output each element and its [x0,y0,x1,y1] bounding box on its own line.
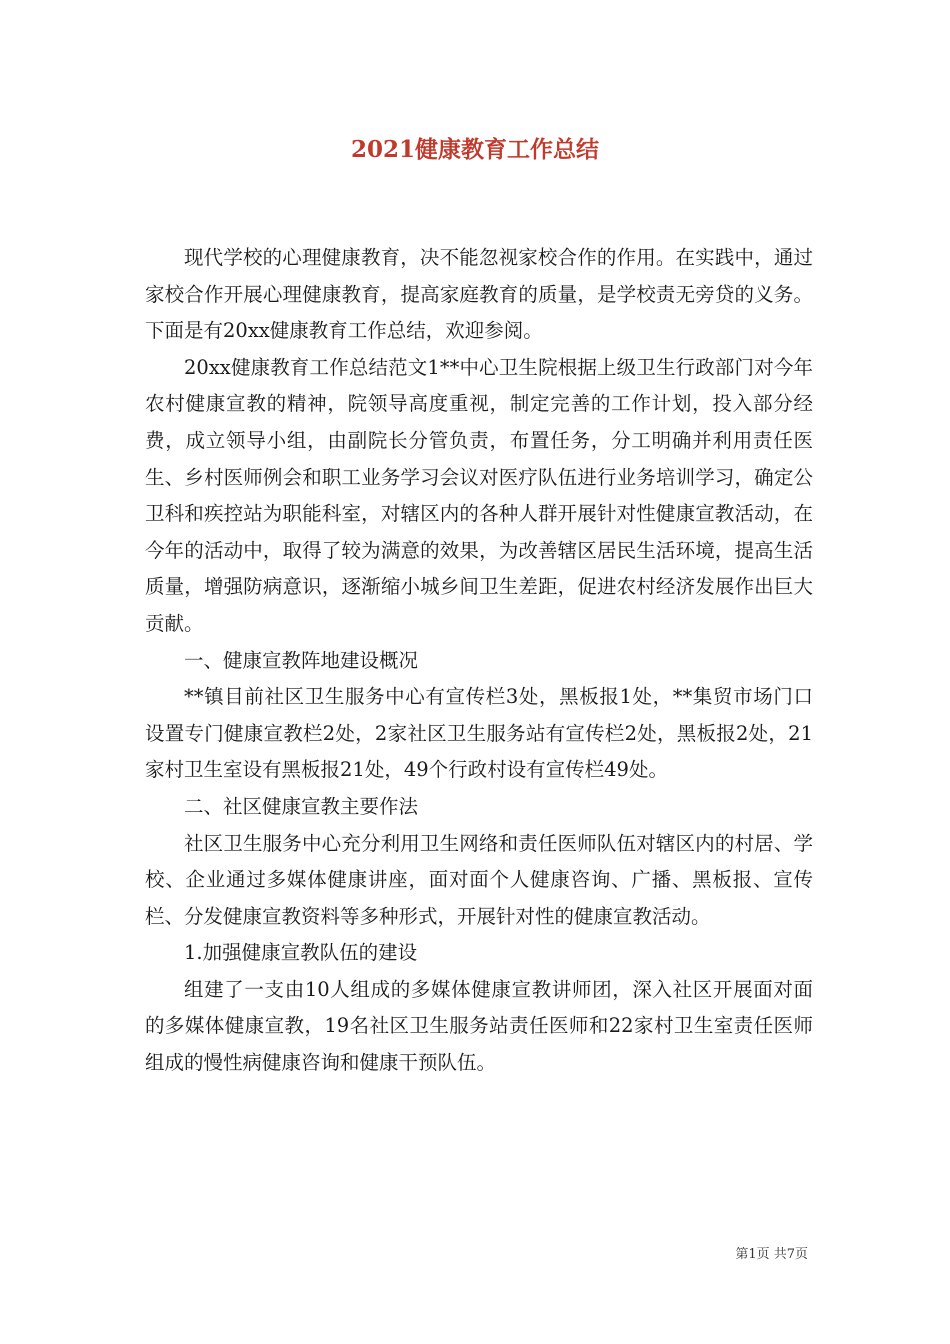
heading-section-1: 一、健康宣教阵地建设概况 [184,648,419,672]
paragraph-intro: 现代学校的心理健康教育，决不能忽视家校合作的作用。在实践中，通过家校合作开展心理健康教育，提高家庭教育的质量，是学校责无旁贷的义务。下面是有20xx健康教育工作总结，欢迎参阅。 [145,246,813,343]
heading-section-2: 二、社区健康宣教主要作法 [184,794,419,818]
document-title: 2021健康教育工作总结 [350,136,599,163]
document-body [145,240,813,1082]
paragraph-section-2: 社区卫生服务中心充分利用卫生网络和责任医师队伍对辖区内的村居、学校、企业通过多媒体健康讲座，面对面个人健康咨询、广播、黑板报、宣传栏、分发健康宣教资料等多种形式，开展针对性的健康宣教活动。 [145,831,813,928]
paragraph-summary: 20xx健康教育工作总结范文1**中心卫生院根据上级卫生行政部门对今年农村健康宣教的精神，院领导高度重视，制定完善的工作计划，投入部分经费，成立领导小组，由副院长分管负责，布置任务，分工明确并利用责任医生、乡村医师例会和职工业务学习会议对医疗队伍进行业务培训学习，确定公卫科和疾控站为职能科室，对辖区内的各种人群开展针对性健康宣教活动，在今年的活动中，取得了较为满意的效果，为改善辖区居民生活环境，提高生活质量，增强防病意识，逐渐缩小城乡间卫生差距，促进农村经济发展作出巨大贡献。 [145,355,813,635]
paragraph-section-1: **镇目前社区卫生服务中心有宣传栏3处，黑板报1处，**集贸市场门口设置专门健康宣教栏2处，2家社区卫生服务站有宣传栏2处，黑板报2处，21家村卫生室设有黑板报21处，49个行政村设有宣传栏49处。 [145,685,813,782]
paragraph-subsection-1: 组建了一支由10人组成的多媒体健康宣教讲师团，深入社区开展面对面的多媒体健康宣教，19名社区卫生服务站责任医师和22家村卫生室责任医师组成的慢性病健康咨询和健康干预队伍。 [145,977,813,1075]
heading-subsection-1: 1.加强健康宣教队伍的建设 [184,941,418,965]
page-number: 第1页 共7页 [735,1247,808,1262]
